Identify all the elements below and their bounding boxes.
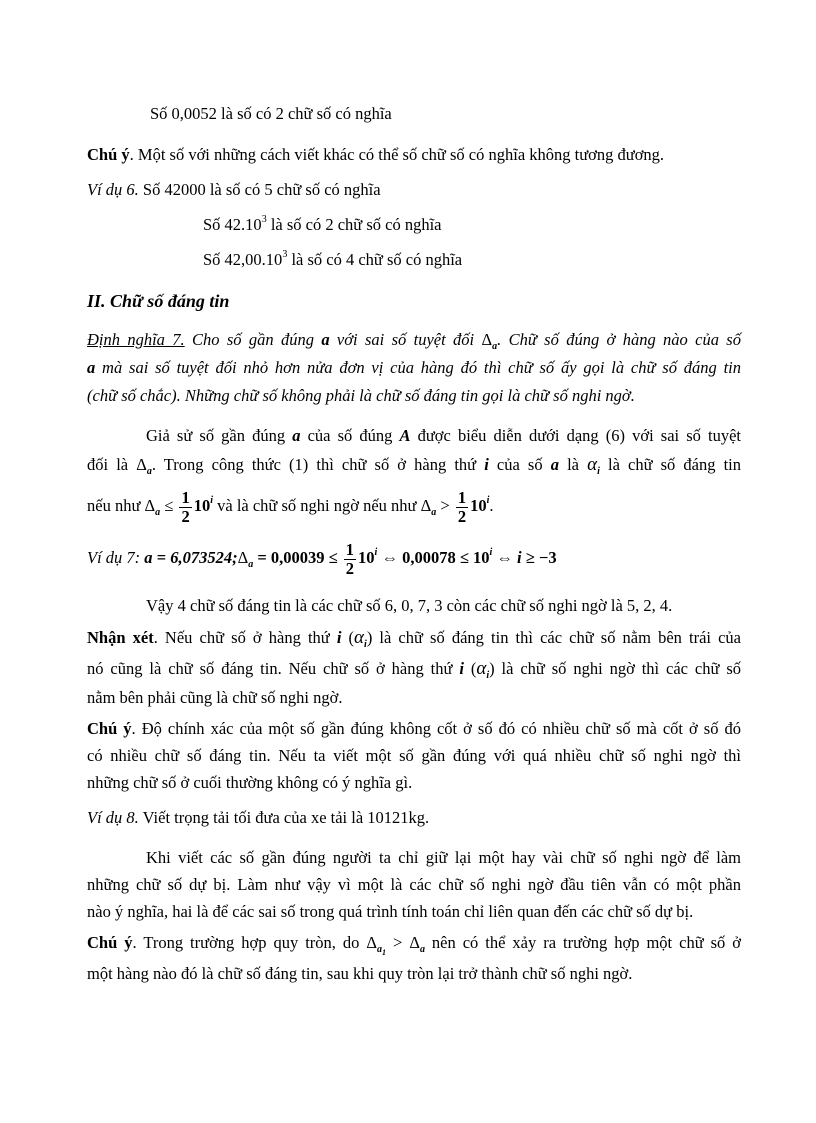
var-a: a [321,330,330,349]
text: nên có thể xảy ra trường hợp một chữ số ở [424,933,742,952]
text: . Trong trường hợp quy tròn, do [132,933,367,952]
exponent: i [374,547,378,558]
subscript-a: a [377,944,383,955]
denominator: 2 [457,506,467,526]
math: ≥ −3 [521,548,557,567]
example-8 [87,808,429,828]
subscript: a [146,466,152,477]
delta-symbol: Δ [136,455,147,474]
para-3-line-2: những chữ số dự bị. Làm như vậy vì một là các chữ số nghi ngờ đầu tiên vẫn có một phần [87,875,741,894]
math: ⇔ [492,548,518,567]
var-i: i [336,628,342,647]
definition-7-line-1 [87,330,741,350]
text: với sai số tuyệt đối [329,330,482,349]
math: a = 6,073524; [144,548,238,567]
subscript: a [492,341,498,352]
note-3-line-2: một hàng nào đó là chữ số đáng tin, sau khi quy tròn lại trở thành chữ số nghi ngờ. [87,964,633,983]
text: ( [463,659,477,678]
text: ( [341,628,355,647]
remark-line-3: nằm bên phải cũng là chữ số nghi ngờ. [87,688,343,707]
alpha-symbol: α [587,454,598,475]
text: là chữ số nghi ngờ thì các chữ số [494,659,742,678]
numerator: 1 [457,487,467,507]
alpha-symbol: α [476,658,487,679]
delta-symbol: Δ [366,933,378,952]
var-i: i [517,548,522,567]
example-6 [87,180,381,200]
example-label: Ví dụ 6. [87,180,139,199]
text: đối là [87,455,137,474]
note-2-line-3: những chữ số ở cuối thường không có ý nghĩa gì. [87,773,413,792]
fraction-half [456,489,468,526]
denominator: 2 [181,506,190,526]
text: Cho số gần đúng [184,330,322,349]
exponent: 3 [261,214,267,225]
subscript: i [364,639,367,650]
example-7 [87,538,557,578]
example-6-c [203,250,462,270]
text: . Nếu chữ số ở hàng thứ [153,628,337,647]
var-i: i [484,455,489,474]
math: ⇔ 0,00078 ≤ 10 [377,548,490,567]
text: được biểu diễn dưới dạng (6) với sai số tuyệt [410,426,741,445]
gt-symbol: > [436,496,454,515]
text: ) [366,628,373,647]
example-number: Số 42.10 [203,215,262,234]
gt-symbol: > [386,933,410,952]
text: của số đúng [300,426,400,445]
var-i: i [459,659,464,678]
text: là [558,455,588,474]
text: ) [489,659,495,678]
text: mà sai số tuyệt đối nhỏ hơn nửa đơn vị của hàng đó thì chữ số ấy gọi là chữ số đáng tin [95,358,741,377]
numerator: 1 [181,487,190,507]
fraction-half [344,541,356,578]
example-label: Ví dụ 7: [87,548,145,567]
exponent: 3 [282,249,288,260]
subscript: a [419,944,425,955]
para-1-line-1 [146,426,741,446]
math: = 0,00039 ≤ [253,548,342,567]
ten: 10 [358,548,375,567]
text: . Trong công thức (1) thì chữ số ở hàng thứ [151,455,485,474]
subscript: i [486,670,490,681]
alpha-symbol: α [354,627,365,648]
para-3-line-1: Khi viết các số gần đúng người ta chỉ giữ lại một hay vài chữ số nghi ngờ để làm [146,848,741,867]
var-a: a [87,358,96,377]
text: Giả sử số gần đúng [146,426,293,445]
note-label: Chú ý [87,933,133,952]
note-2-line-1 [87,719,741,739]
le-symbol: ≤ [160,496,178,515]
subscript: a [248,559,254,570]
line-example-0052 [150,104,392,124]
note-1 [87,145,664,165]
definition-7-line-2 [87,358,741,378]
section-heading: II. Chữ số đáng tin [87,291,230,311]
var-a: a [550,455,559,474]
remark-line-2 [87,659,741,679]
text: và là chữ số nghi ngờ nếu như [213,496,421,515]
text: . Chữ số đúng ở hàng nào của số [497,330,741,349]
definition-label: Định nghĩa 7. [87,330,185,349]
delta-symbol: Δ [420,496,432,515]
var-A: A [399,426,411,445]
delta-symbol: Δ [144,496,156,515]
text: . [489,496,494,515]
text: . Độ chính xác của một số gần đúng không cốt ở số đó có nhiều chữ số mà cốt ở số đó [131,719,741,738]
note-label: Chú ý [87,145,130,164]
remark-label: Nhận xét [87,628,154,647]
fraction-half [179,489,191,526]
ten: 10 [470,496,487,515]
note-3-line-1 [87,933,742,957]
example-text: Số 42000 là số có 5 chữ số có nghĩa [138,180,381,199]
example-text: là số có 4 chữ số có nghĩa [287,250,463,269]
definition-7-line-3: (chữ số chắc). Những chữ số không phải là chữ số đáng tin gọi là chữ số nghi ngờ. [87,386,635,405]
subscript: a [155,507,161,518]
ten: 10 [193,496,211,515]
text: nếu như [87,496,145,515]
para-2: Vậy 4 chữ số đáng tin là các chữ số 6, 0, 7, 3 còn các chữ số nghi ngờ là 5, 2, 4. [146,596,673,615]
para-1-line-3 [87,486,493,526]
para-3-line-3: nào ý nghĩa, hai là để các sai số trong quá trình tính toán chỉ liên quan đến các chữ số dự bị. [87,902,694,921]
example-text: Số 0,0052 là số có 2 chữ số có nghĩa [150,104,392,123]
text: của số [488,455,551,474]
var-a: a [292,426,301,445]
delta-symbol: Δ [481,330,493,349]
example-label: Ví dụ 8. [87,808,139,827]
denominator: 2 [345,558,355,578]
delta-symbol: Δ [409,933,420,952]
delta-symbol: Δ [237,548,249,567]
remark-line-1 [87,628,741,648]
note-2-line-2: có nhiều chữ số đáng tin. Nếu ta viết một số gần đúng với quá nhiều chữ số nghi ngờ thì [87,746,741,765]
exponent: i [489,547,493,558]
example-text: là số có 2 chữ số có nghĩa [266,215,442,234]
subscript: a [431,507,437,518]
exponent: i [486,495,490,506]
example-text: Viết trọng tải tối đưa của xe tải là 10121kg. [138,808,430,827]
numerator: 1 [345,539,355,559]
example-number: Số 42,00.10 [203,250,283,269]
text: là chữ số đáng tin [599,455,742,474]
note-text: . Một số với những cách viết khác có thể số chữ số có nghĩa không tương đương. [129,145,665,164]
subscript: i [597,466,600,477]
subscript-1: 1 [382,948,387,957]
exponent: i [210,495,213,506]
example-6-b [203,215,442,235]
subscript [377,944,386,955]
text: nó cũng là chữ số đáng tin. Nếu chữ số ở hàng thứ [87,659,460,678]
para-1-line-2 [87,455,741,475]
note-label: Chú ý [87,719,132,738]
text: là chữ số đáng tin thì các chữ số nằm bên trái của [372,628,741,647]
